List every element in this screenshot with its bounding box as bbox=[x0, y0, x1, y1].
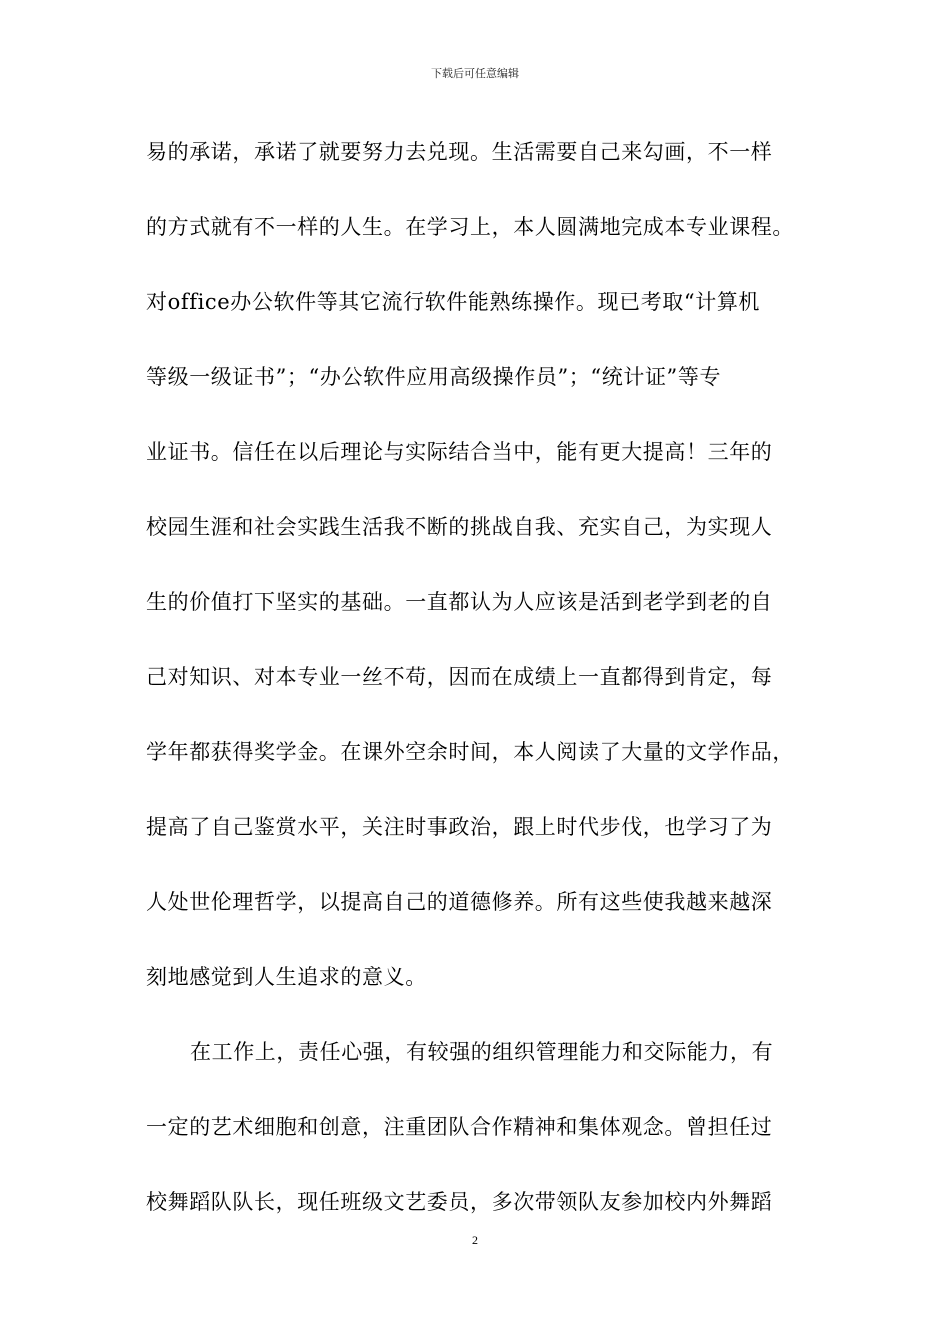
text-line: 校舞蹈队队长，现任班级文艺委员，多次带领队友参加校内外舞蹈 bbox=[146, 1190, 773, 1214]
text-line: 刻地感觉到人生追求的意义。 bbox=[146, 965, 427, 989]
text-line: 易的承诺，承诺了就要努力去兑现。生活需要自己来勾画，不一样 bbox=[146, 140, 773, 164]
text-line: 人处世伦理哲学，以提高自己的道德修养。所有这些使我越来越深 bbox=[146, 890, 773, 914]
text-line: 等级一级证书”；“办公软件应用高级操作员”；“统计证”等专 bbox=[146, 365, 722, 389]
text-line: 业证书。信任在以后理论与实际结合当中，能有更大提高！三年的 bbox=[146, 440, 773, 464]
page-header: 下载后可任意编辑 bbox=[431, 67, 519, 80]
text-line: 对office办公软件等其它流行软件能熟练操作。现已考取“计算机 bbox=[146, 290, 761, 314]
text-line: 提高了自己鉴赏水平，关注时事政治，跟上时代步伐，也学习了为 bbox=[146, 815, 773, 839]
text-line-indented: 在工作上，责任心强，有较强的组织管理能力和交际能力，有 bbox=[190, 1040, 774, 1064]
text-line: 的方式就有不一样的人生。在学习上，本人圆满地完成本专业课程。 bbox=[146, 215, 794, 239]
text-line: 校园生涯和社会实践生活我不断的挑战自我、充实自己，为实现人 bbox=[146, 515, 773, 539]
text-line: 生的价值打下坚实的基础。一直都认为人应该是活到老学到老的自 bbox=[146, 590, 773, 614]
page-number: 2 bbox=[472, 1233, 478, 1247]
text-line: 己对知识、对本专业一丝不苟，因而在成绩上一直都得到肯定，每 bbox=[146, 665, 773, 689]
text-line: 学年都获得奖学金。在课外空余时间，本人阅读了大量的文学作品， bbox=[146, 740, 794, 764]
text-line: 一定的艺术细胞和创意，注重团队合作精神和集体观念。曾担任过 bbox=[146, 1115, 773, 1139]
